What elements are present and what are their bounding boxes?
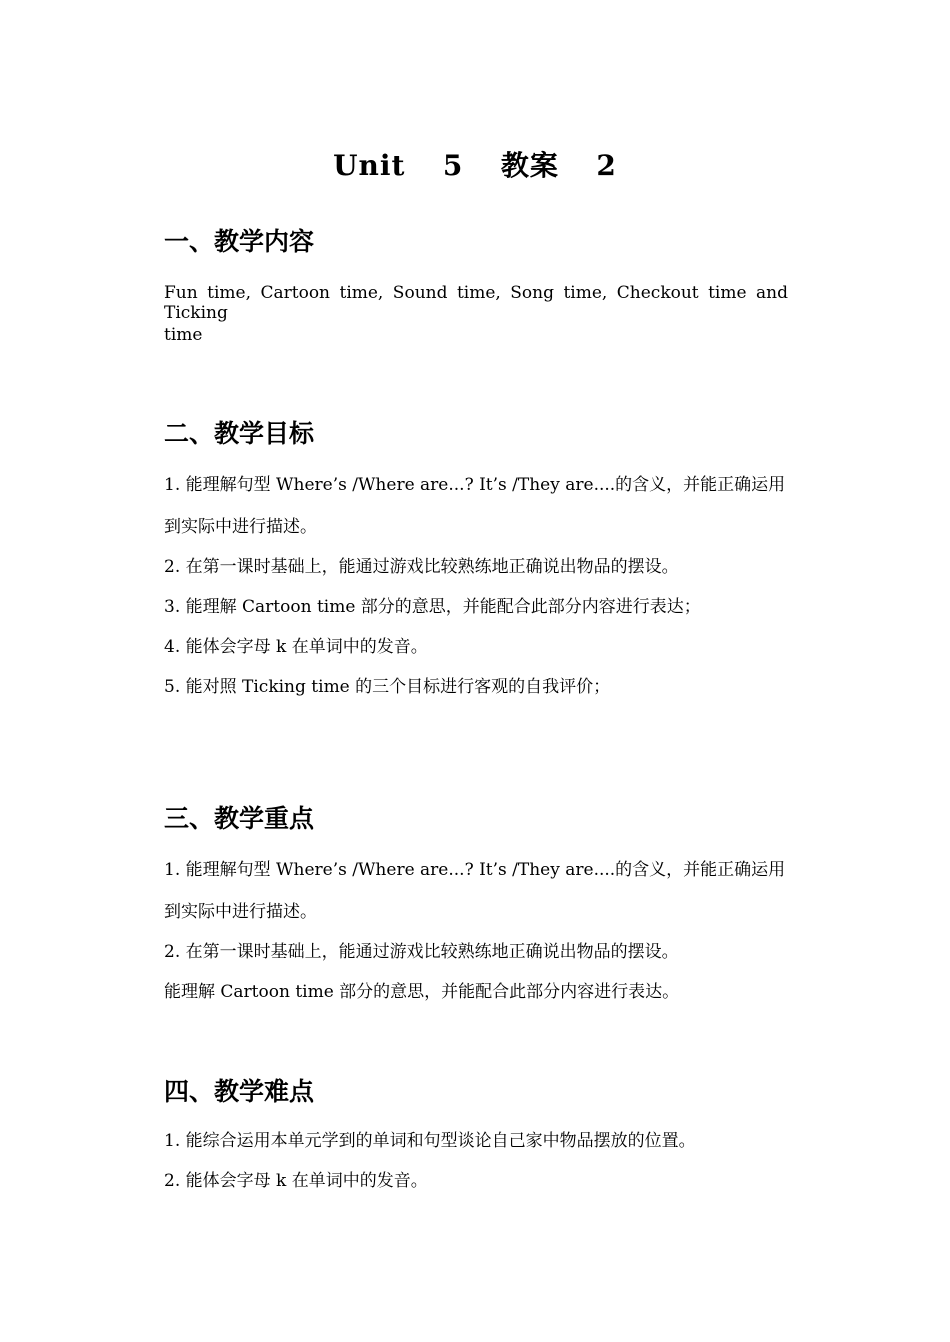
objective-line: 1. 能理解句型 Where’s /Where are...? It’s /They are....的含义，并能正确运用 <box>164 475 786 495</box>
key-point-line: 2. 在第一课时基础上，能通过游戏比较熟练地正确说出物品的摆设。 <box>164 942 679 962</box>
content-line: time <box>164 325 203 345</box>
document-title: Unit 5 教案 2 <box>333 149 617 182</box>
key-point-line: 1. 能理解句型 Where’s /Where are...? It’s /They are....的含义，并能正确运用 <box>164 860 786 880</box>
section-heading-objectives: 二、教学目标 <box>164 419 315 448</box>
difficulty-line: 1. 能综合运用本单元学到的单词和句型谈论自己家中物品摆放的位置。 <box>164 1131 696 1151</box>
objective-line: 4. 能体会字母 k 在单词中的发音。 <box>164 637 428 657</box>
objective-line: 到实际中进行描述。 <box>164 517 317 537</box>
objective-line: 3. 能理解 Cartoon time 部分的意思，并能配合此部分内容进行表达； <box>164 597 701 617</box>
key-point-line: 能理解 Cartoon time 部分的意思，并能配合此部分内容进行表达。 <box>164 982 680 1002</box>
key-point-line: 到实际中进行描述。 <box>164 902 317 922</box>
objective-line: 5. 能对照 Ticking time 的三个目标进行客观的自我评价； <box>164 677 611 697</box>
section-heading-content: 一、教学内容 <box>164 227 315 256</box>
section-heading-difficulties: 四、教学难点 <box>164 1077 315 1106</box>
objective-line: 2. 在第一课时基础上，能通过游戏比较熟练地正确说出物品的摆设。 <box>164 557 679 577</box>
section-heading-key-points: 三、教学重点 <box>164 804 315 833</box>
content-line: Fun time, Cartoon time, Sound time, Song time, Checkout time and Ticking <box>164 283 788 323</box>
difficulty-line: 2. 能体会字母 k 在单词中的发音。 <box>164 1171 428 1191</box>
